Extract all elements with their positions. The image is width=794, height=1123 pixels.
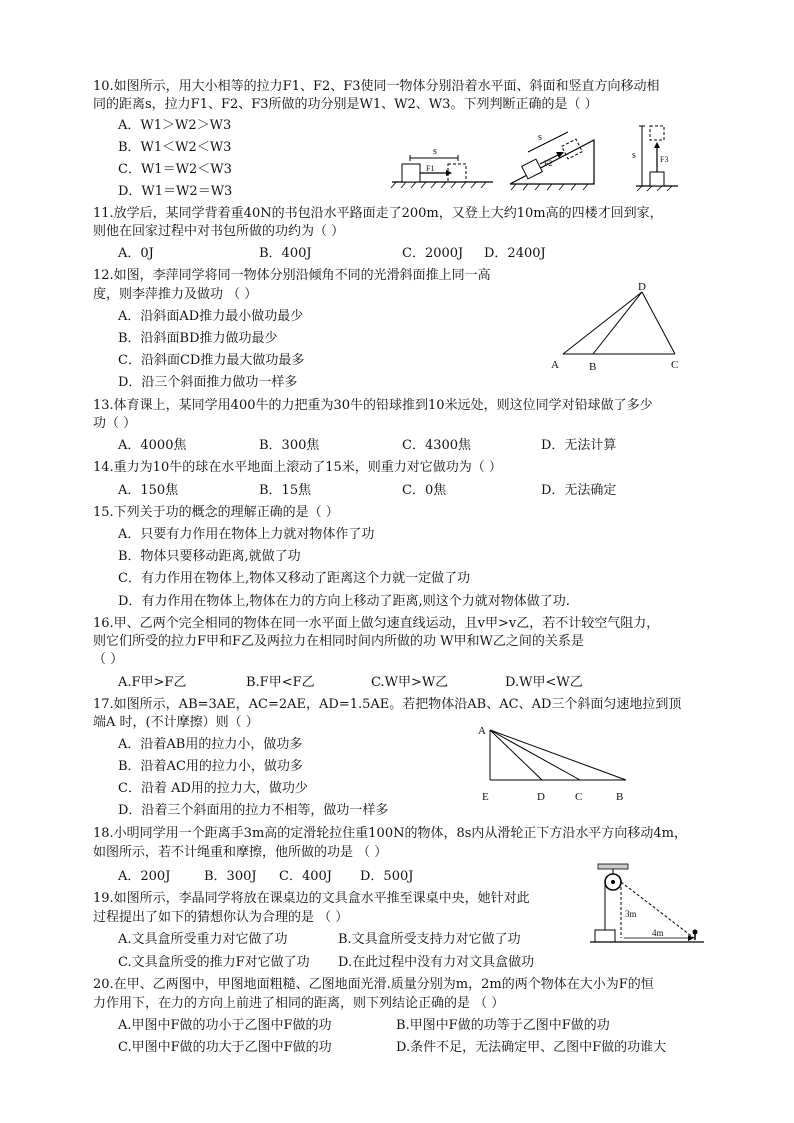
q14-option-d: D．无法确定 — [541, 483, 617, 498]
q12-label-c: C — [671, 359, 679, 371]
q19-option-d: D.在此过程中没有力对文具盒做功 — [338, 955, 535, 970]
q20-option-d: D.条件不足，无法确定甲、乙图中F做的功谁大 — [396, 1040, 667, 1055]
q12-option-b: B．沿斜面BD推力做功最少 — [118, 331, 278, 346]
q10-figure — [388, 120, 688, 192]
q12-label-b: B — [589, 361, 597, 373]
q13-option-b: B．300焦 — [259, 438, 320, 453]
q17-option-a: A．沿着AB用的拉力小，做功多 — [118, 737, 303, 752]
q10-stem-line-2: 同的距离s，拉力F1、F2、F3所做的功分别是W1、W2、W3。下列判断正确的是（ ） — [93, 97, 598, 112]
q11-option-c: C．2000J — [402, 246, 464, 261]
q10-option-a: A．W1＞W2＞W3 — [118, 118, 232, 133]
q20-stem-line-1: 20.在甲、乙两图中，甲图地面粗糙、乙图地面光滑.质量分别为m，2m的两个物体在大小为F的恒 — [93, 977, 654, 992]
q18-option-b: B．300J — [204, 869, 257, 884]
q12-option-c: C．沿斜面CD推力最大做功最多 — [118, 353, 305, 368]
q19-stem-line-2: 过程提出了如下的猜想你认为合理的是 （ ） — [93, 910, 349, 925]
q19-option-c: C.文具盒所受的推力F对它做了功 — [118, 955, 310, 970]
q16-option-c: C.W甲>W乙 — [371, 675, 449, 690]
q16-stem-line-2: 则它们所受的拉力F甲和F乙及两拉力在相同时间内所做的功 W甲和W乙之间的关系是 — [93, 634, 584, 649]
q17-label-d: D — [537, 791, 545, 803]
q12-stem-line-2: 度，则李萍推力及做功 （ ） — [93, 287, 258, 302]
q15-stem: 15.下列关于功的概念的理解正确的是（ ） — [93, 505, 339, 520]
q11-option-a: A．0J — [118, 246, 154, 261]
q17-option-d: D．沿着三个斜面用的拉力不相等，做功一样多 — [118, 803, 389, 818]
q19-option-b: B.文具盒所受支持力对它做了功 — [338, 932, 521, 947]
q15-option-c: C．有力作用在物体上,物体又移动了距离这个力就一定做了功 — [118, 571, 471, 586]
q19-stem-line-1: 19.如图所示，李晶同学将放在课桌边的文具盒水平推至课桌中央，她针对此 — [93, 891, 530, 906]
q12-option-a: A．沿斜面AD推力最小做功最少 — [118, 309, 304, 324]
q14-stem: 14.重力为10牛的球在水平地面上滚动了15米，则重力对它做功为（ ） — [93, 460, 502, 475]
q20-option-a: A.甲图中F做的功小于乙图中F做的功 — [118, 1018, 332, 1033]
q15-option-d: D．有力作用在物体上,物体在力的方向上移动了距离,则这个力就对物体做了功. — [118, 594, 570, 609]
q14-option-b: B．15焦 — [259, 483, 312, 498]
q18-figure — [588, 862, 706, 950]
q19-option-a: A.文具盒所受重力对它做了功 — [118, 932, 288, 947]
q20-stem-line-2: 力作用下，在力的方向上前进了相同的距离，则下列结论正确的是 （ ） — [93, 996, 505, 1011]
q17-label-e: E — [482, 791, 489, 803]
q10-stem-line-1: 10.如图所示，用大小相等的拉力F1、F2、F3使同一物体分别沿着水平面、斜面和竖直方向移动相 — [93, 79, 660, 94]
q15-option-b: B．物体只要移动距离,就做了功 — [118, 549, 301, 564]
q17-label-c: C — [575, 791, 583, 803]
q18-label-h: 3m — [625, 909, 637, 919]
q13-stem-line-2: 功（ ） — [93, 416, 137, 431]
q20-option-b: B.甲图中F做的功等于乙图中F做的功 — [396, 1018, 610, 1033]
q16-stem-line-3: （ ） — [93, 652, 124, 667]
q10-option-c: C．W1＝W2＜W3 — [118, 162, 232, 177]
q16-option-b: B.F甲<F乙 — [246, 675, 315, 690]
q17-option-b: B．沿着AC用的拉力小，做功多 — [118, 759, 303, 774]
q12-label-a: A — [551, 359, 559, 371]
q11-stem-line-1: 11.放学后，某同学背着重40N的书包沿水平路面走了200m，又登上大约10m高的四楼才回到家， — [93, 206, 663, 221]
q17-stem-line-2: 端A 时，(不计摩擦）则（ ） — [93, 715, 259, 730]
q18-stem-line-2: 如图所示，若不计绳重和摩擦，他所做的功是 （ ） — [93, 845, 388, 860]
q10-label-s2: s — [538, 132, 542, 143]
q16-option-d: D.W甲<W乙 — [505, 675, 583, 690]
q18-option-c: C．400J — [279, 869, 332, 884]
q18-option-d: D．500J — [360, 869, 414, 884]
q17-figure — [476, 722, 636, 806]
q16-stem-line-1: 16.甲、乙两个完全相同的物体在同一水平面上做匀速直线运动，且v甲>v乙，若不计较空气阻力， — [93, 616, 660, 631]
q11-stem-line-2: 则他在回家过程中对书包所做的功约为（ ） — [93, 224, 345, 239]
q10-label-s3: s — [632, 150, 636, 161]
q10-option-d: D．W1＝W2＝W3 — [118, 184, 233, 199]
q10-label-f1: F1 — [426, 164, 435, 173]
q10-label-s1: s — [433, 146, 437, 157]
q11-option-b: B．400J — [259, 246, 312, 261]
q17-stem-line-1: 17.如图所示，AB=3AE，AC=2AE，AD=1.5AE。若把物体沿AB、AC、AD三个斜面匀速地拉到顶 — [93, 697, 682, 712]
q13-option-d: D．无法计算 — [541, 438, 617, 453]
q10-label-f3: F3 — [660, 155, 669, 164]
q12-stem-line-1: 12.如图，李萍同学将同一物体分别沿倾角不同的光滑斜面推上同一高 — [93, 268, 491, 283]
q10-option-b: B．W1＜W2＜W3 — [118, 140, 232, 155]
q12-figure — [545, 278, 695, 376]
q14-option-c: C．0焦 — [402, 483, 447, 498]
q13-option-c: C．4300焦 — [402, 438, 472, 453]
q17-option-c: C．沿着 AD用的拉力大，做功少 — [118, 781, 308, 796]
q16-option-a: A.F甲>F乙 — [118, 675, 187, 690]
q18-stem-line-1: 18.小明同学用一个距离手3m高的定滑轮拉住重100N的物体，8s内从滑轮正下方沿水平方向移动4m， — [93, 826, 688, 841]
q17-label-b: B — [616, 791, 624, 803]
q18-option-a: A．200J — [118, 869, 171, 884]
q17-label-a: A — [478, 725, 486, 737]
q12-option-d: D．沿三个斜面推力做功一样多 — [118, 375, 298, 390]
q11-option-d: D．2400J — [484, 246, 546, 261]
q15-option-a: A．只要有力作用在物体上力就对物体作了功 — [118, 527, 375, 542]
q13-stem-line-1: 13.体育课上，某同学用400牛的力把重为30牛的铅球推到10米远处，则这位同学对铅球做了多少 — [93, 398, 653, 413]
q18-label-w: 4m — [652, 928, 664, 938]
q20-option-c: C.甲图中F做的功大于乙图中F做的功 — [118, 1040, 332, 1055]
q12-label-d: D — [638, 281, 646, 293]
q10-label-f2: F2 — [544, 159, 553, 168]
q13-option-a: A．4000焦 — [118, 438, 187, 453]
q14-option-a: A．150焦 — [118, 483, 179, 498]
